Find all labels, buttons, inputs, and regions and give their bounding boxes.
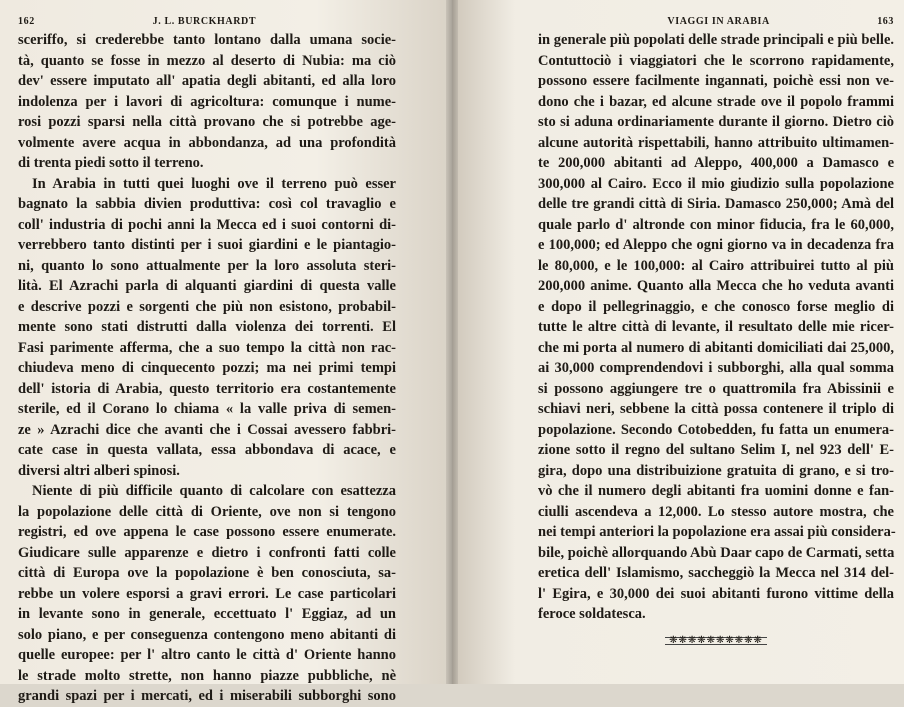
text-line: solo piano, e per conseguenza contengono meno abitanti di [18, 626, 396, 643]
text-line: 300,000 al Cairo. Ecco il mio giudizio sulla popolazione [538, 175, 894, 192]
left-page-number: 162 [18, 15, 35, 27]
text-line: indolenza per i lavori di agricoltura: comunque i nume- [18, 93, 396, 110]
text-line: le strade molto strette, non hanno piazze pubbliche, nè [18, 667, 396, 684]
text-line: schiavi neri, sebbene la città possa contenere il triplo di [538, 401, 894, 417]
text-line: feroce soldatesca. [538, 606, 646, 622]
left-page [0, 0, 452, 704]
text-line: lità. El Azrachi parla di alquanti giardini di questa valle [18, 278, 396, 294]
text-line: ze » Azrachi dice che avanti che i Cossai avessero fabbri- [18, 421, 396, 438]
text-line: gira, dopo una distribuizione gratuita di grano, e si tro- [538, 462, 894, 479]
book-gutter [446, 0, 458, 684]
text-line: quelle europee: per l' altro canto le città d' Oriente hanno [18, 647, 396, 663]
text-line: ciulli ascendeva a 12,000. Lo stesso autore mostra, che [538, 503, 894, 520]
left-running-head: J. L. BURCKHARDT [152, 15, 257, 27]
left-page-header [18, 14, 396, 28]
text-line: sceriffo, si crederebbe tanto lontano dalla umana socie- [18, 32, 396, 48]
text-line: che mi porta al numero di abitanti domiciliati dai 25,000, [538, 339, 894, 356]
text-line: bile, poichè allorquando Abù Daar capo de Carmati, setta [538, 544, 895, 561]
text-line: Giudicare sulle apparenze e dietro i confronti fatti colle [18, 544, 396, 561]
right-running-head: VIAGGI IN ARABIA [667, 15, 770, 27]
text-line: eretica dell' Islamismo, saccheggiò la Mecca nel 314 del- [538, 565, 894, 581]
text-line: dell' istoria di Arabia, questo territorio era costantemente [18, 380, 396, 397]
text-line: volmente avere acqua in abbondanza, ad una profondità [18, 134, 396, 151]
text-line: registri, ed ove appena le case possono essere enumerate. [18, 524, 396, 540]
text-line: si possono aggiungere tre o quattromila fra Abissinii e [538, 380, 894, 397]
text-line: bagnato la sabbia divien produttiva: così col travaglio e [18, 196, 396, 212]
right-page [452, 0, 904, 684]
left-page-text [18, 30, 396, 707]
text-line: e descrive pozzi e sorgenti che più non esistono, probabil- [18, 298, 396, 315]
text-line: popolazione. Secondo Cotobedden, fu fatta un enumera- [538, 421, 894, 438]
text-line: l' Egira, e 30,000 dei suoi abitanti furono vittime della [538, 585, 894, 602]
text-line: possono essere facilmente ingannati, poichè essi non ve- [538, 73, 894, 89]
text-line: e dopo il pellegrinaggio, e che conosco forse meglio di [538, 298, 894, 315]
text-line: tà, quanto se fosse in mezzo al deserto di Nubia: ma ciò [18, 52, 396, 69]
text-line: chiudeva meno di cinquecento pozzi; ma nei primi tempi [18, 360, 396, 376]
text-line: sto si aduna ordinariamente durante il giorno. Dietro ciò [538, 114, 894, 130]
text-line: 200,000 anime. Quanto alla Mecca che ho veduta avanti [538, 278, 894, 294]
text-line: zione sotto il regno del sultano Selim I, nel 923 dell' E- [538, 442, 894, 458]
text-line: In Arabia in tutti quei luoghi ove il terreno può esser [32, 175, 396, 192]
text-line: Contuttociò i viaggiatori che le scorrono rapidamente, [538, 52, 894, 69]
text-line: dono che i bazar, ed alcune strade ove il popolo frammi [538, 93, 894, 110]
text-line: quale parlo d' altronde con minor fiducia, fra le 60,000, [538, 216, 894, 233]
text-line: e 100,000; ed Aleppo che ogni giorno va in decadenza fra [538, 237, 894, 253]
text-line: te 200,000 abitanti ad Aleppo, 400,000 a Damasco e [538, 155, 894, 171]
text-line: grandi spazi per i mercati, ed i miserabili subborghi sono [18, 688, 396, 704]
text-line: rebbe un volere esporsi a gravi errori. Le case particolari [18, 585, 396, 602]
text-line: la popolazione delle città di Oriente, ove non si tengono [18, 503, 396, 520]
text-line: le 80,000, e le 100,000: al Cairo attribuirei tutto al più [538, 257, 894, 274]
right-page-text [538, 30, 894, 625]
text-line: dev' essere imputato all' apatia degli abitanti, ed alla loro [18, 73, 396, 89]
text-line: verrebbero tanto distinti per i suoi giardini e le piantagio- [18, 237, 396, 253]
text-line: sterile, ed il Corano lo chiama « la valle priva di semen- [18, 401, 396, 417]
text-line: ni, quanto lo sono attualmente per la loro assoluta steri- [18, 257, 396, 274]
end-ornament: ❋❋❋❋❋❋❋❋❋❋ [538, 632, 894, 647]
text-line: in generale più popolati delle strade principali e più belle. [538, 32, 894, 48]
text-line: Niente di più difficile quanto di calcolare con esattezza [32, 483, 396, 499]
text-line: alcune autorità rispettabili, hanno attribuito ultimamen- [538, 134, 894, 151]
text-line: tutte le altre città di levante, il resultato delle mie ricer- [538, 319, 894, 335]
text-line: diversi altri alberi spinosi. [18, 462, 180, 479]
text-line: delle tre grandi città di Siria. Damasco 250,000; Amà del [538, 196, 894, 212]
text-line: ai 30,000 comprendendovi i subborghi, alla qual somma [538, 360, 894, 376]
text-line: mente sono stati distrutti dalla violenza dei torrenti. El [18, 319, 396, 335]
text-line: di trenta piedi sotto il terreno. [18, 155, 204, 171]
text-line: vò che il numero degli abitanti fra uomini donne e fan- [538, 483, 894, 499]
text-line: città di Europa ove la popolazione è ben conosciuta, sa- [18, 565, 396, 581]
right-page-number: 163 [877, 15, 894, 27]
text-line: Fasi parimente afferma, che a suo tempo la città non rac- [18, 339, 396, 356]
text-line: cate case in questa vallata, essa abbondava di acace, e [18, 442, 396, 458]
right-page-header [538, 14, 894, 28]
text-line: in levante sono in generale, eccettuato l' Eggiaz, ad un [18, 606, 396, 622]
text-line: rosi pozzi sparsi nella città provano che si potrebbe age- [18, 114, 396, 130]
text-line: nei tempi anteriori la popolazione era assai più considera- [538, 524, 896, 540]
text-line: coll' industria di pochi anni la Mecca ed i suoi contorni di- [18, 216, 396, 233]
